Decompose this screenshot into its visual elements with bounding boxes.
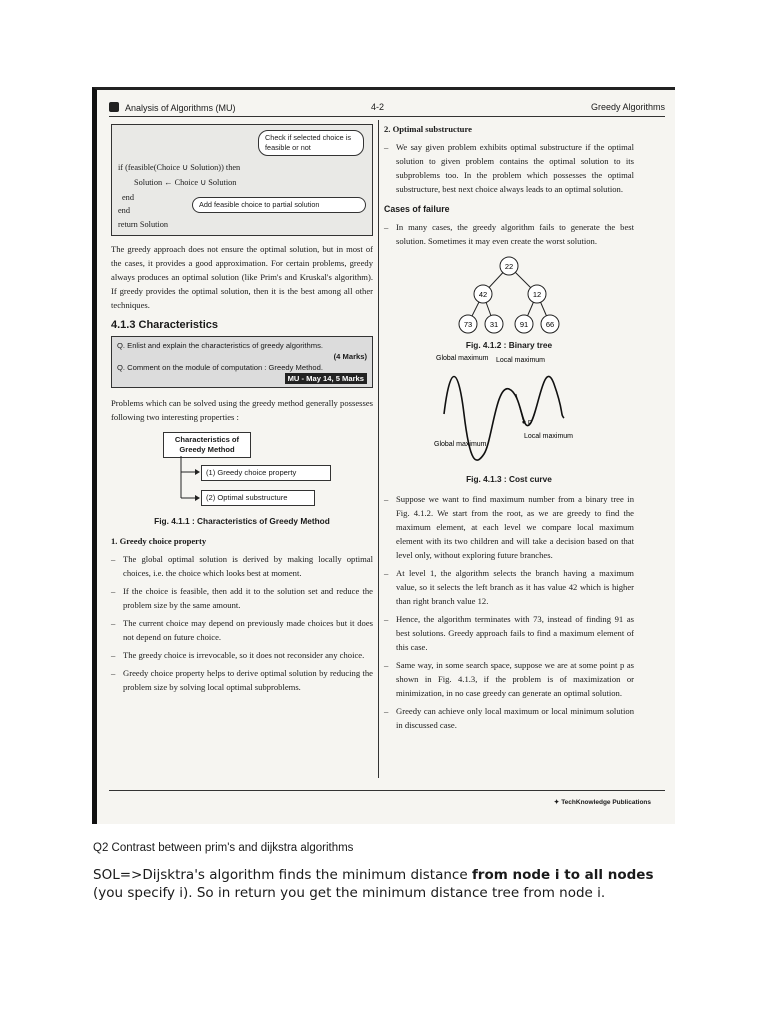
bullet-item (384, 658, 634, 700)
page-number: 4-2 (371, 102, 385, 112)
right-column (384, 120, 634, 736)
label-global-max: Global maximum (436, 355, 489, 362)
bullet-text: Same way, in some search space, suppose we are at some point p as shown in Fig. 4.1.3, if the problem is of maximization or minimization, in no case greedy can generate an optimal solution. (396, 660, 634, 698)
bullet-item (111, 666, 373, 694)
bullet-text: Greedy can achieve only local maximum or local minimum solution in discussed case. (396, 706, 634, 730)
figure-caption: Fig. 4.1.1 : Characteristics of Greedy Method (154, 516, 330, 526)
marks-tag: (4 Marks) (333, 352, 367, 361)
bullet-item (111, 552, 373, 580)
characteristics-diagram (111, 428, 373, 510)
bullet-text: Suppose we want to find maximum number from a binary tree in Fig. 4.1.2. We start from the root, as we are greedy to find the maximum element, at each level we compare local maximum element with its two children and will take a decision based on that level only, without exploring future branches. (396, 494, 634, 560)
dash-icon: – (111, 668, 116, 678)
bullet-item (384, 704, 634, 732)
binary-tree (384, 252, 634, 338)
dash-icon: – (111, 650, 116, 660)
bullet-item (384, 492, 634, 562)
header-left (109, 102, 236, 113)
callout-add: Add feasible choice to partial solution (192, 197, 366, 213)
diagram-root: Characteristics of Greedy Method (163, 432, 251, 458)
column-divider (378, 120, 379, 778)
left-column (111, 120, 373, 698)
solution-suffix: (you specify i). So in return you get the minimum distance tree from node i. (93, 885, 606, 901)
svg-text:12: 12 (532, 290, 542, 299)
question-row (117, 373, 367, 384)
label-global-min: Global maximum (434, 441, 487, 448)
svg-text:31: 31 (489, 320, 499, 329)
diagram-child-1: (1) Greedy choice property (201, 465, 331, 481)
question-text: Q. Comment on the module of computation : Greedy Method. (117, 363, 323, 372)
tree-node (459, 315, 477, 333)
code-line: if (feasible(Choice ∪ Solution)) then (118, 163, 241, 172)
question-2: Q2 Contrast between prim's and dijkstra algorithms (93, 842, 354, 854)
bullet-text: We say given problem exhibits optimal substructure if the optimal solution to given problem contains the optimal solution to its subproblems too. In the problem which possesses the optimal substructure, best next choice always leads to an optimal solution. (396, 142, 634, 194)
bullet-text: Greedy choice property helps to derive optimal solution by reducing the problem size by solving local optimal subproblems. (123, 668, 373, 692)
marks-tag: MU - May 14, 5 Marks (285, 373, 367, 384)
question-box (111, 336, 373, 388)
cases-heading: Cases of failure (384, 204, 450, 214)
bullet-item (111, 648, 373, 662)
svg-text:22: 22 (504, 262, 514, 271)
tree-node (528, 285, 546, 303)
bullet-item (384, 566, 634, 608)
bullet-item (384, 220, 634, 248)
publisher-logo-icon: ✦ (553, 799, 562, 806)
properties-paragraph: Problems which can be solved using the greedy method generally possesses following two interesting properties : (111, 398, 373, 422)
label-local-max-top: Local maximum (496, 357, 546, 364)
page-footer-rule (109, 790, 665, 791)
dash-icon: – (384, 706, 389, 716)
tree-node (500, 257, 518, 275)
question-text: Q. Enlist and explain the characteristics of greedy algorithms. (117, 341, 323, 350)
question-row (117, 340, 367, 351)
dash-icon: – (384, 660, 389, 670)
bullet-text: At level 1, the algorithm selects the branch having a maximum value, so it selects the left branch as it has value 42 which is higher than right branch value 12. (396, 568, 634, 606)
bullet-item (384, 140, 634, 196)
figure-caption: Fig. 4.1.2 : Binary tree (465, 340, 553, 350)
bullet-item (384, 612, 634, 654)
bullet-text: If the choice is feasible, then add it to the solution set and reduce the problem size by the same amount. (123, 586, 373, 610)
callout-feasible: Check if selected choice is feasible or not (258, 130, 364, 156)
dash-icon: – (384, 614, 389, 624)
code-line: end (122, 193, 134, 202)
solution-text (93, 866, 673, 902)
publisher-logo (554, 798, 651, 806)
bullet-text: In many cases, the greedy algorithm fails to generate the best solution. Sometimes it may even create the worst solution. (396, 222, 634, 246)
question-row (117, 362, 367, 373)
dash-icon: – (111, 554, 116, 564)
chapter-title: Greedy Algorithms (590, 102, 665, 112)
tree-node (541, 315, 559, 333)
label-p: p (528, 419, 532, 426)
bullet-text: The current choice may depend on previously made choices but it does not depend on future choice. (123, 618, 373, 642)
tree-node (515, 315, 533, 333)
intro-paragraph: The greedy approach does not ensure the optimal solution, but in most of the cases, it provides a good approximation. For certain problems, greedy always produces an optimal solution (like Prim's and Kruskal's algorithm). If greedy provides the optimal solution, then it is the best among all other techniques. (111, 244, 373, 310)
dash-icon: – (111, 618, 116, 628)
bullet-item (111, 584, 373, 612)
question-row (117, 351, 367, 362)
subheading-greedy-choice: 1. Greedy choice property (111, 536, 207, 546)
scanned-page (92, 87, 675, 824)
svg-text:42: 42 (478, 290, 488, 299)
bullet-item (111, 616, 373, 644)
dash-icon: – (111, 586, 116, 596)
code-box (111, 124, 373, 236)
diagram-child-2: (2) Optimal substructure (201, 490, 315, 506)
tree-node (485, 315, 503, 333)
bullet-text: The greedy choice is irrevocable, so it does not reconsider any choice. (123, 650, 365, 660)
page-header (109, 98, 665, 117)
svg-text:73: 73 (463, 320, 473, 329)
svg-text:91: 91 (519, 320, 529, 329)
publisher-name: TechKnowledge Publications (561, 799, 651, 806)
dash-icon: – (384, 494, 389, 504)
cost-curve (384, 354, 634, 472)
bullet-text: The global optimal solution is derived by making locally optimal choices, i.e. the choice which looks best at moment. (123, 554, 373, 578)
code-line: return Solution (118, 220, 169, 229)
section-heading: 4.1.3 Characteristics (111, 319, 219, 331)
label-local-max-bottom: Local maximum (524, 433, 574, 440)
figure-caption: Fig. 4.1.3 : Cost curve (466, 474, 552, 484)
tree-node (474, 285, 492, 303)
bullet-text: Hence, the algorithm terminates with 73, instead of finding 91 as best solutions. Greedy approach fails to find a maximum element of this case. (396, 614, 634, 652)
dash-icon: – (384, 568, 389, 578)
svg-text:66: 66 (545, 320, 555, 329)
code-line: end (118, 206, 130, 215)
solution-bold: from node i to all nodes (471, 867, 654, 883)
header-title: Analysis of Algorithms (MU) (125, 103, 236, 113)
code-line: Solution ← Choice ∪ Solution (134, 178, 237, 187)
subheading-optimal: 2. Optimal substructure (384, 124, 472, 134)
book-logo-icon (109, 102, 119, 112)
dash-icon: – (384, 142, 389, 152)
solution-prefix: SOL=>Dijsktra's algorithm finds the minimum distance (93, 867, 472, 883)
dash-icon: – (384, 222, 389, 232)
